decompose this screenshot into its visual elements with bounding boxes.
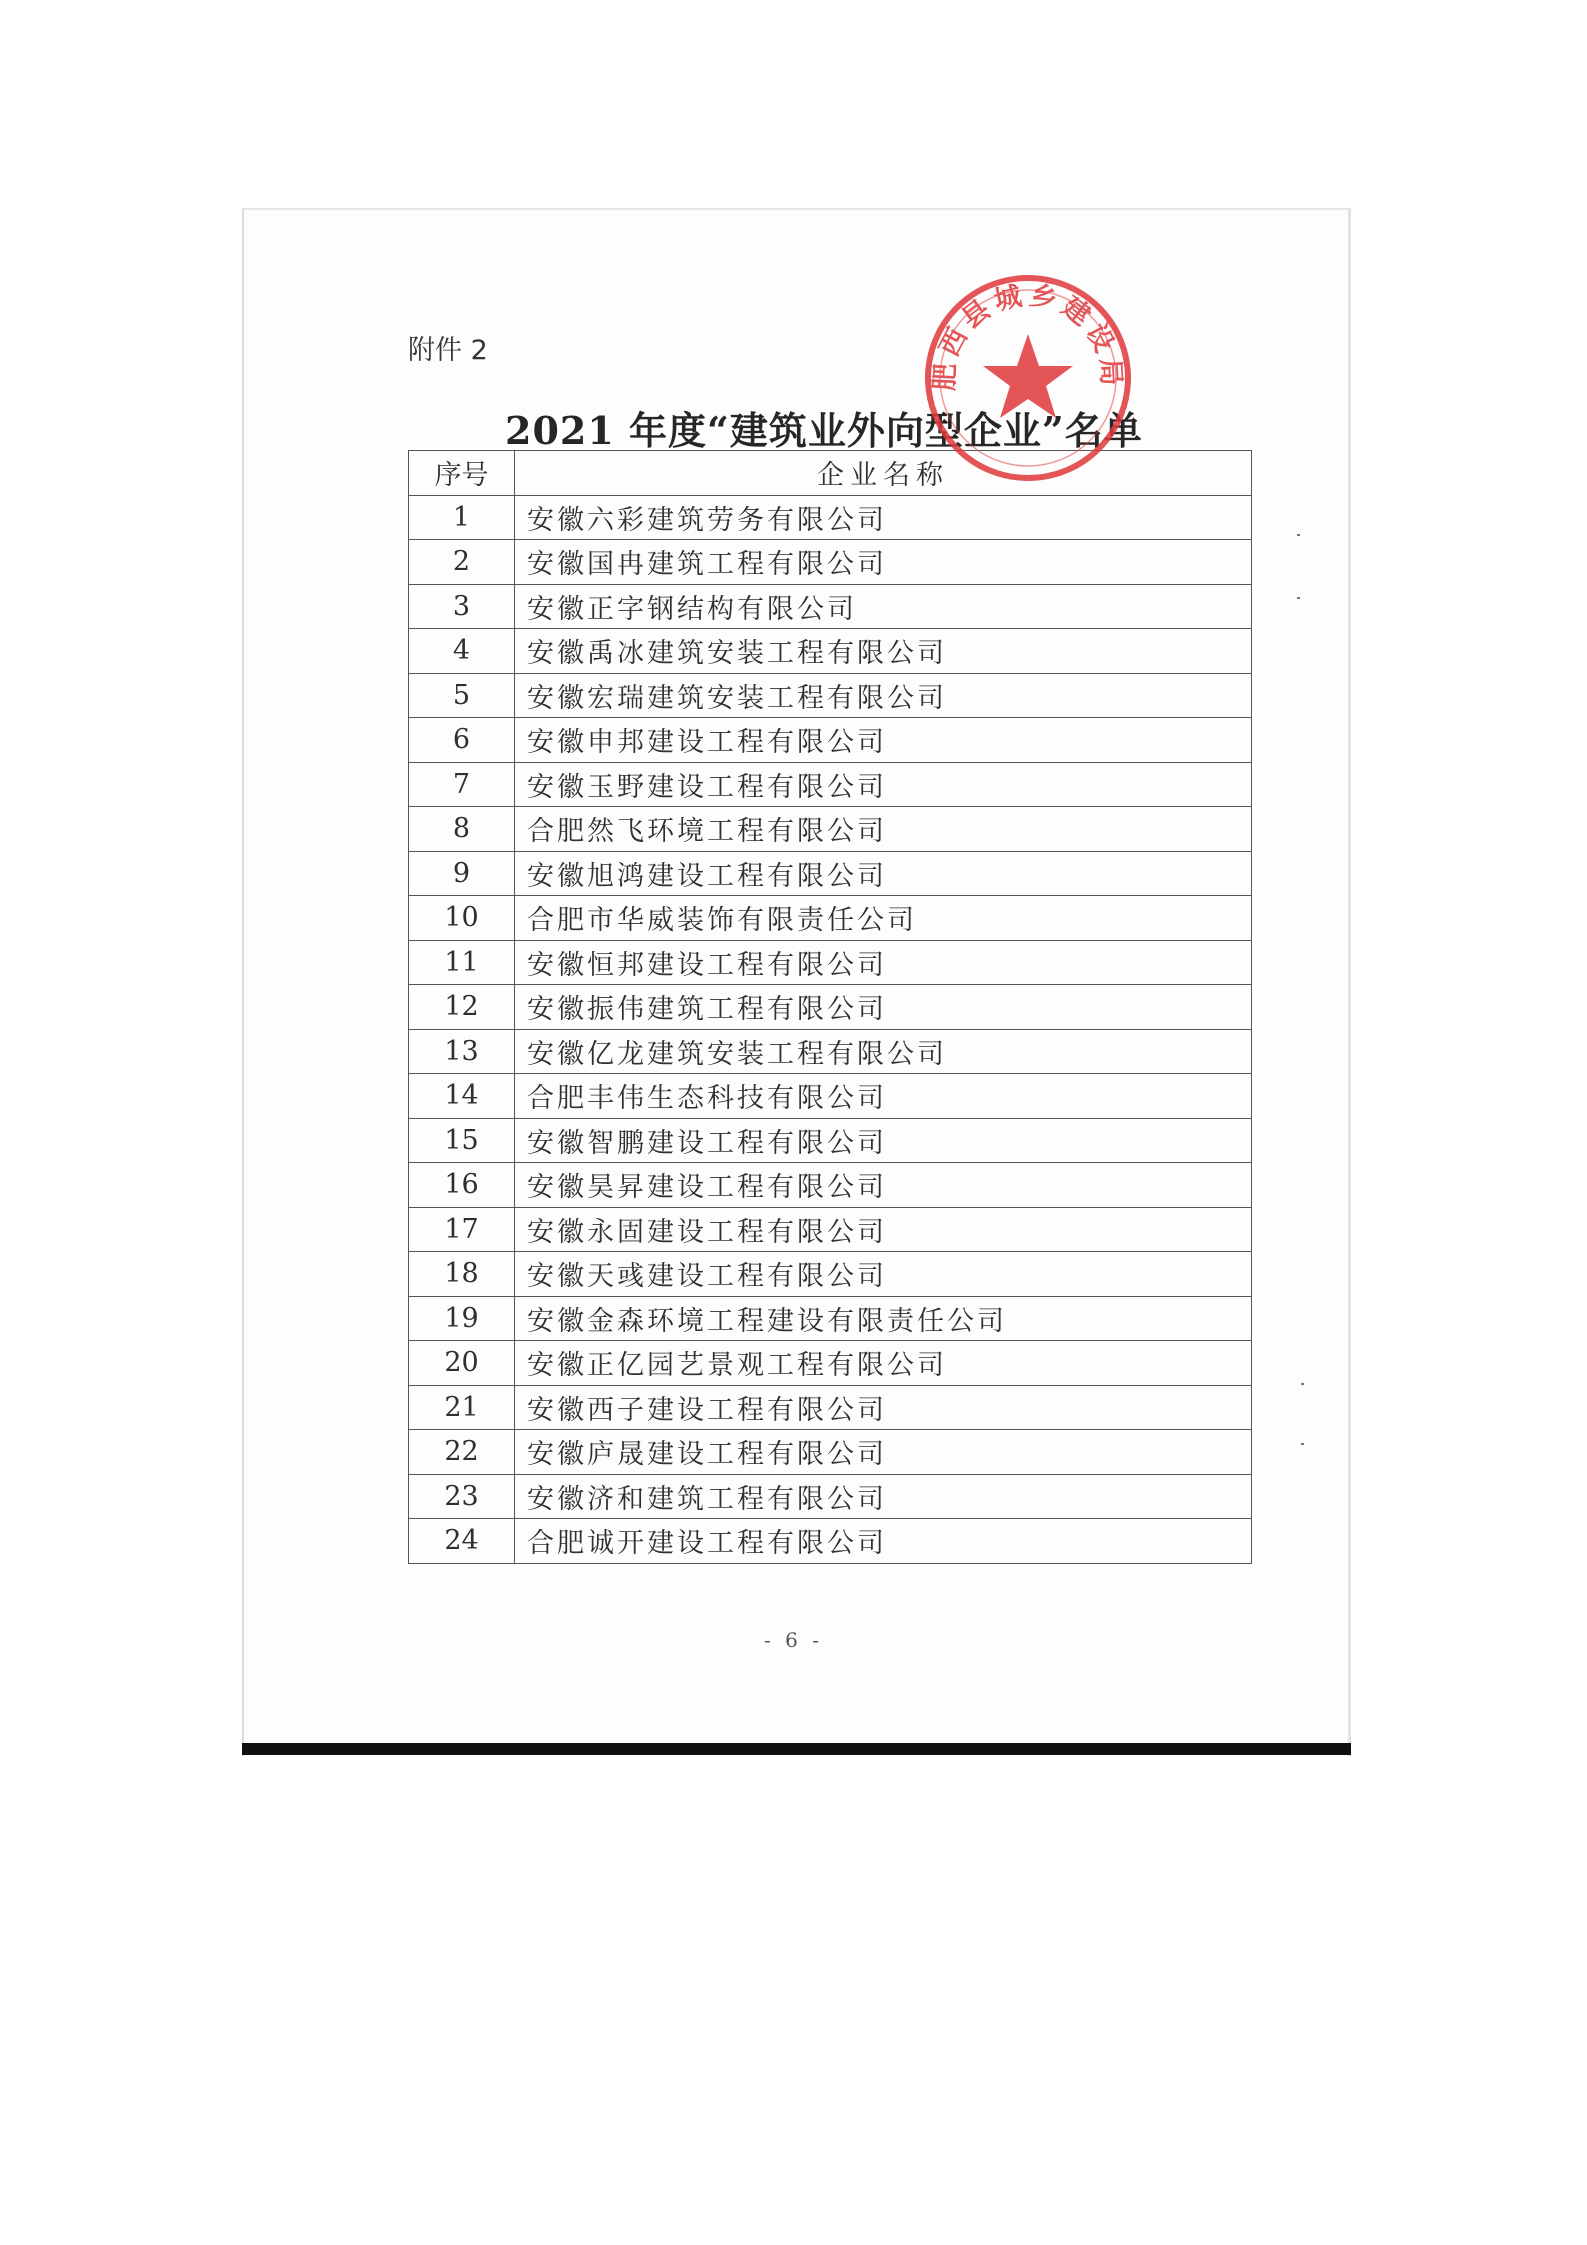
table-row: [409, 1118, 1252, 1163]
table-row: [409, 985, 1252, 1030]
row-enterprise-name: 安徽恒邦建设工程有限公司: [515, 940, 1252, 985]
scan-speck: [1301, 1383, 1304, 1385]
table-row: [409, 1341, 1252, 1386]
row-enterprise-name: 安徽申邦建设工程有限公司: [515, 718, 1252, 763]
row-serial-number: 7: [409, 762, 515, 807]
seal-text: 肥西县城乡建设局: [929, 279, 1127, 392]
official-seal-stamp: [918, 268, 1138, 488]
row-enterprise-name: 合肥市华威装饰有限责任公司: [515, 896, 1252, 941]
row-serial-number: 9: [409, 851, 515, 896]
row-enterprise-name: 安徽天彧建设工程有限公司: [515, 1252, 1252, 1297]
table-row: [409, 1430, 1252, 1475]
enterprise-table: [408, 450, 1252, 1564]
table-row: [409, 1207, 1252, 1252]
row-enterprise-name: 安徽昊昇建设工程有限公司: [515, 1163, 1252, 1208]
row-enterprise-name: 安徽正亿园艺景观工程有限公司: [515, 1341, 1252, 1386]
scan-bottom-edge: [242, 1743, 1351, 1755]
row-enterprise-name: 安徽国冉建筑工程有限公司: [515, 540, 1252, 585]
row-serial-number: 24: [409, 1519, 515, 1564]
row-enterprise-name: 安徽永固建设工程有限公司: [515, 1207, 1252, 1252]
scan-speck: [1297, 597, 1300, 599]
row-enterprise-name: 合肥然飞环境工程有限公司: [515, 807, 1252, 852]
table-row: [409, 629, 1252, 674]
document-title: 2021 年度“建筑业外向型企业”名单: [505, 408, 1143, 453]
row-enterprise-name: 安徽正字钢结构有限公司: [515, 584, 1252, 629]
row-serial-number: 5: [409, 673, 515, 718]
row-enterprise-name: 安徽六彩建筑劳务有限公司: [515, 495, 1252, 540]
scan-speck: [1301, 1443, 1304, 1445]
table-row: [409, 718, 1252, 763]
row-enterprise-name: 合肥丰伟生态科技有限公司: [515, 1074, 1252, 1119]
table-row: [409, 540, 1252, 585]
row-enterprise-name: 安徽禹冰建筑安装工程有限公司: [515, 629, 1252, 674]
row-serial-number: 19: [409, 1296, 515, 1341]
row-serial-number: 1: [409, 495, 515, 540]
row-enterprise-name: 安徽庐晟建设工程有限公司: [515, 1430, 1252, 1475]
table-row: [409, 1296, 1252, 1341]
row-serial-number: 16: [409, 1163, 515, 1208]
row-serial-number: 22: [409, 1430, 515, 1475]
table-row: [409, 896, 1252, 941]
table-row: [409, 940, 1252, 985]
row-serial-number: 13: [409, 1029, 515, 1074]
row-serial-number: 12: [409, 985, 515, 1030]
row-serial-number: 21: [409, 1385, 515, 1430]
table-row: [409, 1474, 1252, 1519]
header-enterprise-name: 企业名称: [515, 451, 1252, 496]
table-row: [409, 1074, 1252, 1119]
table-row: [409, 584, 1252, 629]
table-row: [409, 1029, 1252, 1074]
table-row: [409, 1252, 1252, 1297]
row-serial-number: 23: [409, 1474, 515, 1519]
table-row: [409, 495, 1252, 540]
table-row: [409, 1163, 1252, 1208]
row-serial-number: 2: [409, 540, 515, 585]
row-serial-number: 3: [409, 584, 515, 629]
row-serial-number: 18: [409, 1252, 515, 1297]
row-enterprise-name: 安徽振伟建筑工程有限公司: [515, 985, 1252, 1030]
row-enterprise-name: 安徽金森环境工程建设有限责任公司: [515, 1296, 1252, 1341]
table-row: [409, 807, 1252, 852]
row-enterprise-name: 安徽济和建筑工程有限公司: [515, 1474, 1252, 1519]
scan-speck: [1297, 534, 1300, 536]
seal-star-icon: [983, 334, 1073, 418]
table-row: [409, 1385, 1252, 1430]
table-row: [409, 851, 1252, 896]
row-serial-number: 8: [409, 807, 515, 852]
table-row: [409, 762, 1252, 807]
row-serial-number: 15: [409, 1118, 515, 1163]
page-number: - 6 -: [764, 1628, 823, 1652]
row-serial-number: 17: [409, 1207, 515, 1252]
row-serial-number: 14: [409, 1074, 515, 1119]
row-enterprise-name: 安徽旭鸿建设工程有限公司: [515, 851, 1252, 896]
table-row: [409, 673, 1252, 718]
row-serial-number: 10: [409, 896, 515, 941]
row-serial-number: 4: [409, 629, 515, 674]
row-enterprise-name: 合肥诚开建设工程有限公司: [515, 1519, 1252, 1564]
row-serial-number: 20: [409, 1341, 515, 1386]
row-enterprise-name: 安徽玉野建设工程有限公司: [515, 762, 1252, 807]
row-enterprise-name: 安徽宏瑞建筑安装工程有限公司: [515, 673, 1252, 718]
row-serial-number: 11: [409, 940, 515, 985]
row-enterprise-name: 安徽西子建设工程有限公司: [515, 1385, 1252, 1430]
row-enterprise-name: 安徽亿龙建筑安装工程有限公司: [515, 1029, 1252, 1074]
row-serial-number: 6: [409, 718, 515, 763]
header-serial-number: 序号: [409, 451, 515, 496]
table-row: [409, 1519, 1252, 1564]
attachment-label: 附件 2: [408, 335, 488, 366]
row-enterprise-name: 安徽智鹏建设工程有限公司: [515, 1118, 1252, 1163]
